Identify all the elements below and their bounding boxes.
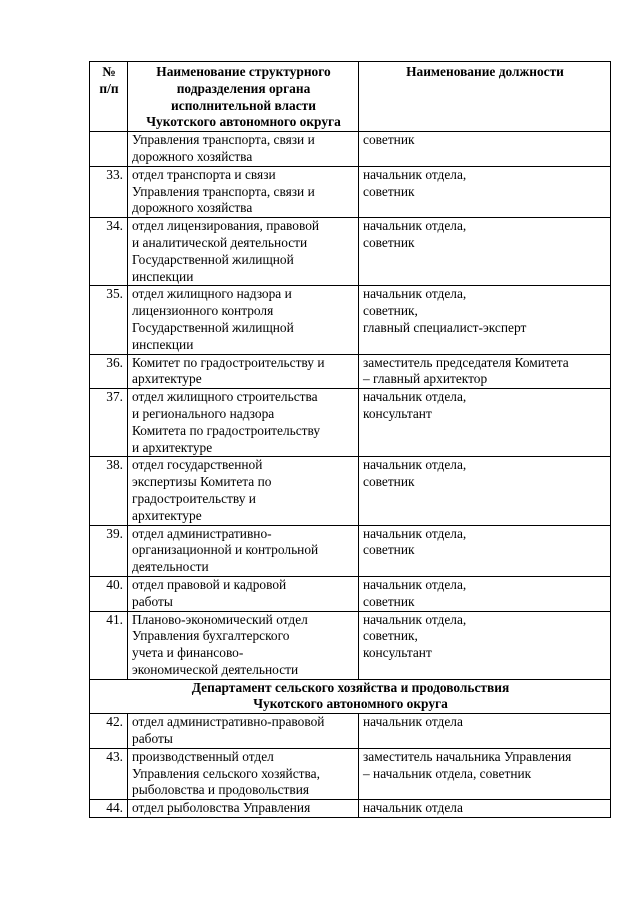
table-row [90,354,611,389]
table-row [90,286,611,354]
position-cell: начальник отдела, советник [359,525,611,576]
unit-name-cell: отдел государственной экспертизы Комитета по градостроительству и архитектуре [128,457,359,525]
row-number: 43. [90,748,128,799]
row-number: 37. [90,389,128,457]
unit-name-cell: Планово-экономический отдел Управления бухгалтерского учета и финансово- экономической деятельности [128,611,359,679]
table-row [90,800,611,818]
table-row [90,611,611,679]
table-row [90,166,611,217]
row-number: 36. [90,354,128,389]
table-row [90,576,611,611]
unit-name-cell: производственный отдел Управления сельского хозяйства, рыболовства и продовольствия [128,748,359,799]
table-row [90,132,611,167]
unit-name-cell: отдел административно-правовой работы [128,714,359,749]
row-number: 35. [90,286,128,354]
row-number: 40. [90,576,128,611]
position-cell: начальник отдела, советник [359,576,611,611]
section-title: Департамент сельского хозяйства и продовольствия Чукотского автономного округа [90,679,611,714]
unit-name-cell: отдел жилищного строительства и регионального надзора Комитета по градостроительству и архитектуре [128,389,359,457]
header-position-name: Наименование должности [359,62,611,132]
unit-name-cell: отдел жилищного надзора и лицензионного контроля Государственной жилищной инспекции [128,286,359,354]
unit-name-cell: отдел лицензирования, правовой и аналитической деятельности Государственной жилищной инспекции [128,218,359,286]
table-row [90,457,611,525]
position-cell: начальник отдела [359,714,611,749]
unit-name-cell: Комитет по градостроительству и архитектуре [128,354,359,389]
positions-table [89,61,611,818]
table-row [90,389,611,457]
table-row [90,714,611,749]
table-row [90,525,611,576]
position-cell: начальник отдела, консультант [359,389,611,457]
row-number: 41. [90,611,128,679]
unit-name-cell: отдел рыболовства Управления [128,800,359,818]
position-cell: заместитель председателя Комитета – главный архитектор [359,354,611,389]
table-row [90,748,611,799]
header-unit-name: Наименование структурного подразделения органа исполнительной власти Чукотского автономного округа [128,62,359,132]
position-cell: начальник отдела, советник, консультант [359,611,611,679]
unit-name-cell: отдел транспорта и связи Управления транспорта, связи и дорожного хозяйства [128,166,359,217]
position-cell: начальник отдела, советник [359,457,611,525]
table-header-row [90,62,611,132]
row-number: 34. [90,218,128,286]
section-row [90,679,611,714]
position-cell: начальник отдела, советник [359,218,611,286]
position-cell: заместитель начальника Управления – начальник отдела, советник [359,748,611,799]
table-row [90,218,611,286]
unit-name-cell: отдел правовой и кадровой работы [128,576,359,611]
row-number: 44. [90,800,128,818]
row-number: 33. [90,166,128,217]
position-cell: начальник отдела, советник [359,166,611,217]
unit-name-cell: Управления транспорта, связи и дорожного хозяйства [128,132,359,167]
position-cell: начальник отдела [359,800,611,818]
row-number: 42. [90,714,128,749]
row-number: 39. [90,525,128,576]
header-number: № п/п [90,62,128,132]
position-cell: начальник отдела, советник, главный специалист-эксперт [359,286,611,354]
row-number [90,132,128,167]
unit-name-cell: отдел административно- организационной и контрольной деятельности [128,525,359,576]
position-cell: советник [359,132,611,167]
row-number: 38. [90,457,128,525]
